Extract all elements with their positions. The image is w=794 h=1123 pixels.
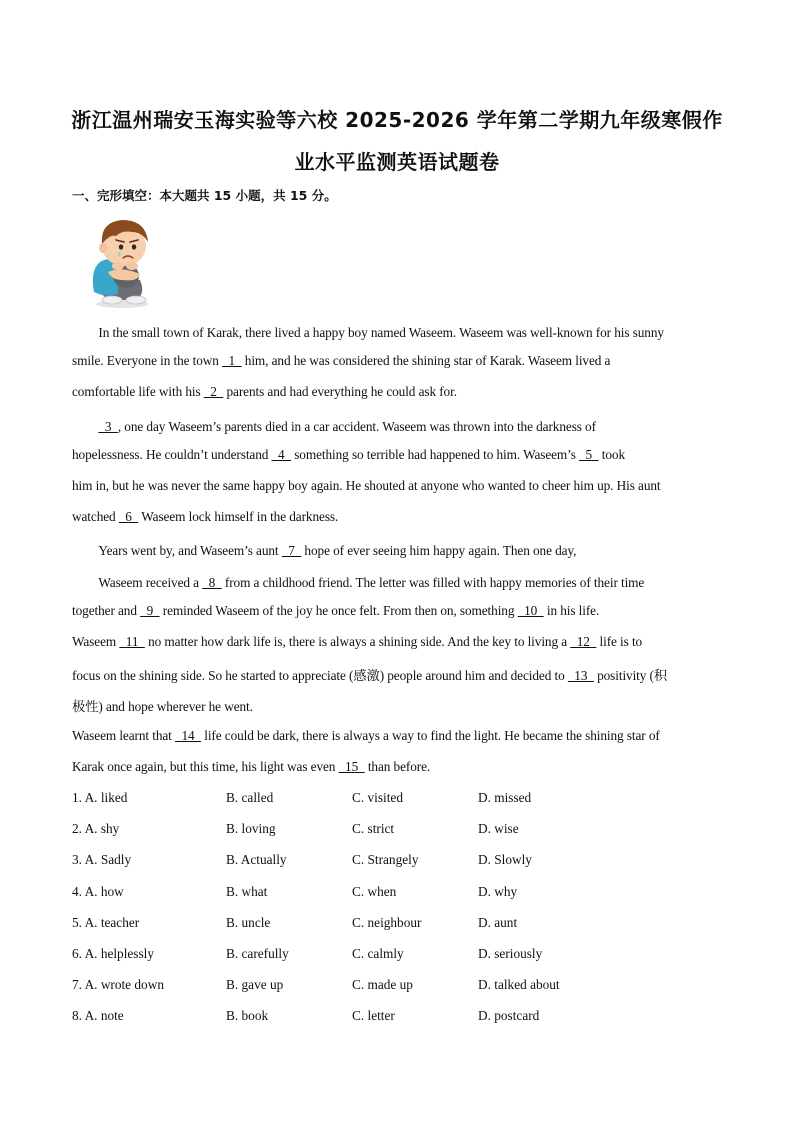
document-title-line-2: 业水平监测英语试题卷 (294, 150, 500, 174)
passage-text: life is to (596, 634, 643, 649)
passage-text: no matter how dark life is, there is always a shining side. And the key to living a (144, 634, 571, 649)
option-d: D. missed (478, 790, 532, 805)
passage-line (72, 665, 722, 684)
answer-blank: 8 (202, 575, 222, 590)
option-b: B. Actually (226, 852, 287, 867)
answer-blank: 12 (570, 634, 597, 649)
passage-text: hopelessness. He couldn’t understand (72, 447, 272, 462)
passage-line (72, 759, 722, 775)
option-b: B. carefully (226, 946, 289, 961)
passage-text: something so terrible had happened to him. Waseem’s (291, 447, 580, 462)
option-c: C. neighbour (352, 915, 422, 930)
passage-line (72, 416, 722, 435)
passage-line (72, 478, 722, 494)
option-c: C. calmly (352, 946, 404, 961)
option-d: D. aunt (478, 915, 518, 930)
sad-boy-illustration (88, 214, 160, 310)
answer-blank: 7 (281, 543, 302, 558)
option-c: C. letter (352, 1008, 395, 1023)
passage-text: Waseem (72, 634, 120, 649)
passage-line (72, 447, 722, 463)
passage-text: than before. (364, 759, 431, 774)
answer-blank: 2 (203, 384, 224, 399)
passage-line (72, 634, 722, 650)
option-d: D. postcard (478, 1008, 540, 1023)
passage-line (72, 509, 722, 525)
passage-line (72, 603, 722, 619)
option-d: D. seriously (478, 946, 543, 961)
passage-text: from a childhood friend. The letter was filled with happy memories of their time (221, 575, 645, 590)
passage-text: life could be dark, there is always a way to find the light. He became the shining star of (201, 728, 660, 743)
passage-text: took (598, 447, 625, 462)
option-b: B. called (226, 790, 274, 805)
passage-text: focus on the shining side. So he started to appreciate (感激) people around him and decided to (72, 668, 568, 683)
passage-text: him, and he was considered the shining star of Karak. Waseem lived a (241, 353, 611, 368)
option-c: C. when (352, 884, 397, 899)
passage-text: in his life. (543, 603, 600, 618)
answer-blank: 4 (271, 447, 291, 462)
option-d: D. why (478, 884, 518, 899)
answer-blank: 13 (567, 668, 594, 683)
answer-blank: 9 (140, 603, 160, 618)
passage-text: Waseem learnt that (72, 728, 175, 743)
passage-text: together and (72, 603, 141, 618)
option-a: 5. A. teacher (72, 915, 140, 930)
option-c: C. made up (352, 977, 413, 992)
option-a: 6. A. helplessly (72, 946, 154, 961)
answer-blank: 1 (222, 353, 242, 368)
option-a: 2. A. shy (72, 821, 120, 836)
passage-text: smile. Everyone in the town (72, 353, 223, 368)
document-title-line-1: 浙江温州瑞安玉海实验等六校 2025-2026 学年第二学期九年级寒假作 (71, 108, 723, 132)
option-b: B. book (226, 1008, 269, 1023)
answer-blank: 5 (579, 447, 599, 462)
passage-text: positivity (积 (593, 668, 668, 683)
passage-text: 极性) and hope wherever he went. (72, 699, 253, 714)
passage-text (72, 419, 98, 434)
answer-blank: 3 (98, 419, 118, 434)
passage-line (72, 384, 722, 400)
option-b: B. what (226, 884, 268, 899)
passage-text: parents and had everything he could ask for. (223, 384, 457, 399)
answer-blank: 14 (175, 728, 201, 743)
passage-line (72, 322, 722, 341)
passage-line (72, 728, 722, 744)
option-a: 1. A. liked (72, 790, 128, 805)
option-d: D. Slowly (478, 852, 532, 867)
passage-text: reminded Waseem of the joy he once felt. From then on, something (159, 603, 518, 618)
passage-line (72, 540, 722, 559)
answer-blank: 10 (517, 603, 544, 618)
option-a: 7. A. wrote down (72, 977, 164, 992)
option-d: D. wise (478, 821, 519, 836)
option-c: C. strict (352, 821, 395, 836)
option-c: C. Strangely (352, 852, 419, 867)
option-a: 3. A. Sadly (72, 852, 132, 867)
passage-text: Karak once again, but this time, his light was even (72, 759, 339, 774)
passage-text: Waseem received a (72, 575, 203, 590)
passage-text: Waseem lock himself in the darkness. (138, 509, 339, 524)
passage-line (72, 353, 722, 369)
passage-text: In the small town of Karak, there lived a happy boy named Waseem. Waseem was well-known for his sunny (72, 325, 664, 340)
option-d: D. talked about (478, 977, 560, 992)
answer-blank: 6 (118, 509, 139, 524)
option-c: C. visited (352, 790, 403, 805)
section-heading: 一、完形填空：本大题共 15 小题，共 15 分。 (72, 188, 337, 203)
passage-text: comfortable life with his (72, 384, 204, 399)
passage-text: watched (72, 509, 119, 524)
option-b: B. gave up (226, 977, 284, 992)
option-b: B. loving (226, 821, 276, 836)
passage-text: hope of ever seeing him happy again. Then one day, (301, 543, 577, 558)
option-b: B. uncle (226, 915, 271, 930)
passage-text: Years went by, and Waseem’s aunt (72, 543, 282, 558)
passage-line (72, 696, 722, 715)
passage-line (72, 572, 722, 591)
passage-text: , one day Waseem’s parents died in a car accident. Waseem was thrown into the darkness of (117, 419, 596, 434)
answer-blank: 11 (119, 634, 145, 649)
answer-blank: 15 (338, 759, 365, 774)
option-a: 4. A. how (72, 884, 124, 899)
passage-text: him in, but he was never the same happy boy again. He shouted at anyone who wanted to cheer him up. His aunt (72, 478, 661, 493)
option-a: 8. A. note (72, 1008, 124, 1023)
